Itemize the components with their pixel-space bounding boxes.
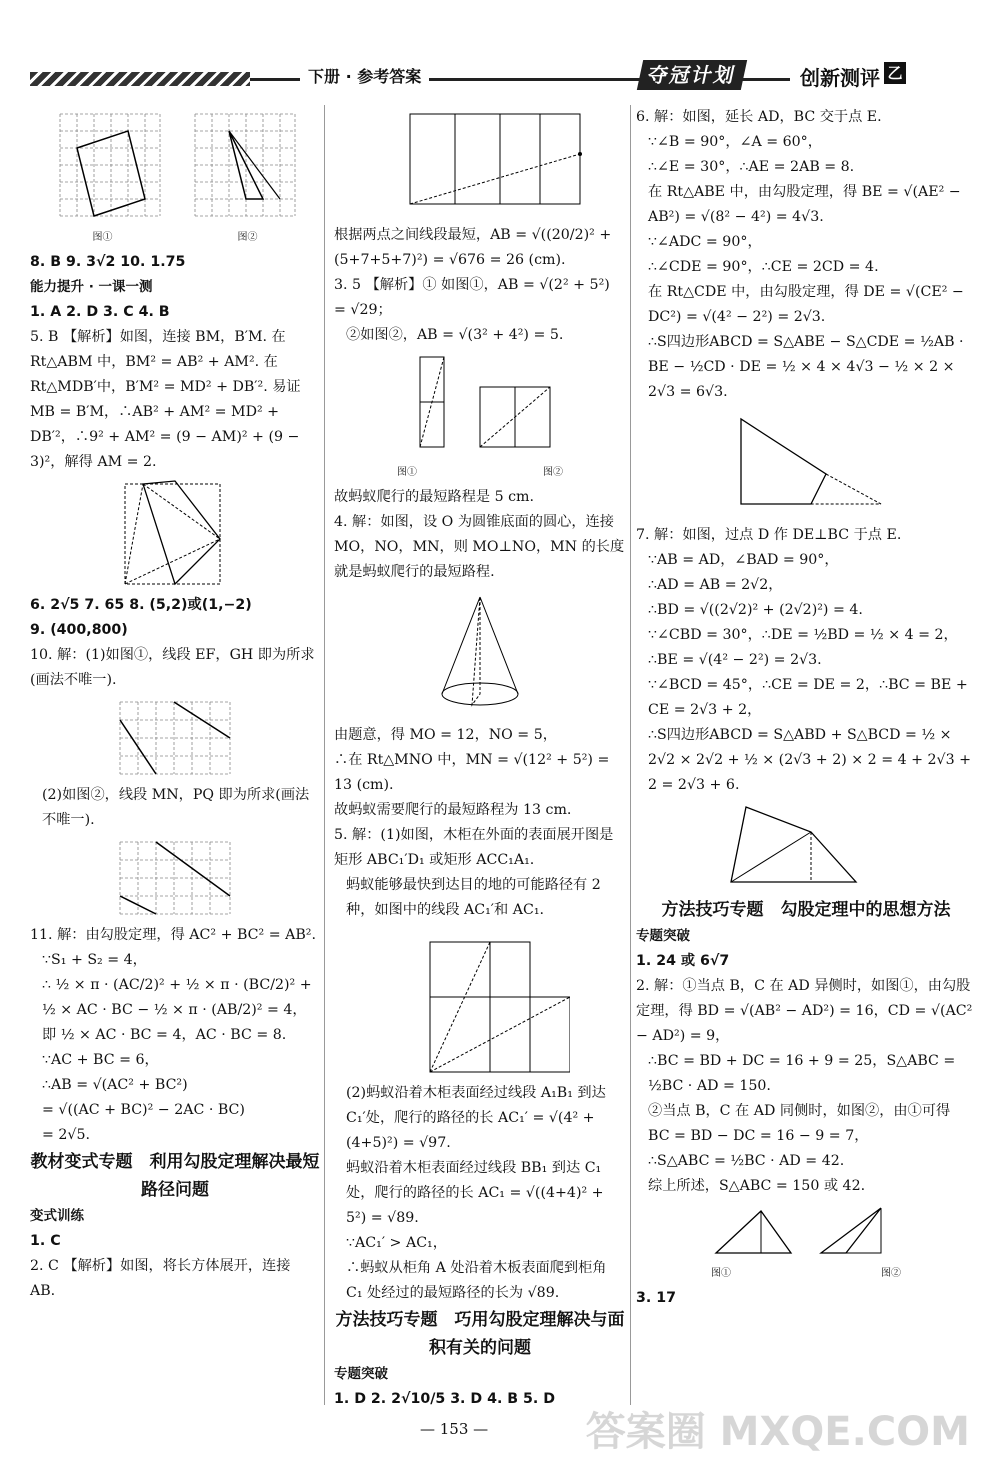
column-divider <box>630 105 631 1405</box>
answer-line: 1. A 2. D 3. C 4. B <box>30 304 170 320</box>
fig-caption: 图② <box>543 467 563 478</box>
answer-text: ∴在 Rt△MNO 中，MN = √(12² + 5²) = 13 (cm). <box>334 752 610 793</box>
answer-text: ∵∠B = 90°，∠A = 60°， <box>648 134 822 150</box>
cone-figure <box>420 589 540 719</box>
answer-text: 5. B 【解析】如图，连接 BM，B′M. 在 Rt△ABM 中，BM² = AB² + AM². 在 Rt△MDB′中，B′M² = MD² + DB′². 易证 MB = B′M，∴AB² + AM² = MD² + DB′²，∴9² + AM² = (9 − AM)² + (9 − 3)²，解得 AM = 2. <box>30 329 301 470</box>
fold-figure <box>105 479 245 589</box>
answer-text: 2. C 【解析】如图，将长方体展开，连接 AB. <box>30 1258 291 1299</box>
grid-figure-1 <box>105 697 245 779</box>
quad-figure-6 <box>716 409 896 519</box>
answer-text: ∴AB = √(AC² + BC²) <box>42 1077 188 1093</box>
answer-text: (2)如图②，线段 MN，PQ 即为所求(画法不唯一). <box>42 787 310 828</box>
brand-subtitle: 创新测评 乙 <box>800 62 906 91</box>
fig-caption: 图① <box>397 467 417 478</box>
answer-text: 综上所述，S△ABC = 150 或 42. <box>648 1178 866 1194</box>
column-3 <box>636 105 976 1311</box>
answer-text: ∵∠BCD = 45°，∴CE = DE = 2，∴BC = BE + CE = 2√3 + 2， <box>648 677 968 718</box>
section-heading: 专题突破 <box>636 928 690 944</box>
column-1 <box>30 105 320 1304</box>
answer-text: ②如图②，AB = √(3² + 4²) = 5. <box>346 327 564 343</box>
answer-text: = 2√5. <box>42 1127 91 1143</box>
grid-figure-2 <box>105 837 245 919</box>
answer-text: 由题意，得 MO = 12，NO = 5， <box>334 727 557 743</box>
box-unfold-figures <box>390 352 570 462</box>
answer-text: 即 ½ × AC · BC = 4，AC · BC = 8. <box>42 1027 287 1043</box>
answer-text: 3. 5 【解析】① 如图①，AB = √(2² + 5²) = √29； <box>334 277 610 318</box>
brand-logo: 夺冠计划 <box>637 60 747 90</box>
answer-text: 10. 解：(1)如图①，线段 EF，GH 即为所求(画法不唯一). <box>30 647 315 688</box>
answer-text: ∴∠CDE = 90°，∴CE = 2CD = 4. <box>648 259 879 275</box>
answer-text: 蚂蚁能够最快到达目的地的可能路径有 2 种，如图中的线段 AC₁′和 AC₁. <box>346 877 601 918</box>
answer-text: 故蚂蚁爬行的最短路程是 5 cm. <box>334 489 535 505</box>
answer-line: 6. 2√5 7. 65 8. (5,2)或(1,−2) <box>30 597 252 613</box>
column-divider <box>324 105 325 1405</box>
answer-line: 1. C <box>30 1233 61 1249</box>
answer-text: ∴S△ABC = ½BC · AD = 42. <box>648 1153 845 1169</box>
topic-heading: 方法技巧专题 勾股定理中的思想方法 <box>661 900 951 920</box>
answer-text: 故蚂蚁需要爬行的最短路程为 13 cm. <box>334 802 572 818</box>
topic-heading: 方法技巧专题 巧用勾股定理解决与面积有关的问题 <box>335 1310 625 1358</box>
answer-text: ∴S四边形ABCD = S△ABE − S△CDE = ½AB · BE − ½CD · DE = ½ × 4 × 4√3 − ½ × 2 × 2√3 = 6√3. <box>648 334 964 400</box>
fig-caption: 图① <box>92 232 113 243</box>
answer-text: ∴AD = AB = 2√2， <box>648 577 783 593</box>
answer-text: ∵∠CBD = 30°，∴DE = ½BD = ½ × 4 = 2，∴BE = √(4² − 2²) = 2√3. <box>648 627 958 668</box>
answer-line: 3. 17 <box>636 1290 676 1306</box>
brand-box: 乙 <box>884 62 906 84</box>
fig-caption: 图① <box>711 1268 731 1279</box>
answer-text: 7. 解：如图，过点 D 作 DE⊥BC 于点 E. <box>636 527 902 543</box>
fig-caption: 图② <box>881 1268 901 1279</box>
answer-text: ∴蚂蚁从柜角 A 处沿着木板表面爬到柜角 C₁ 处经过的最短路径的长为 √89. <box>346 1260 607 1301</box>
answer-text: 4. 解：如图，设 O 为圆锥底面的圆心，连接 MO，NO，MN，则 MO⊥NO，MN 的长度就是蚂蚁爬行的最短路程. <box>334 514 625 580</box>
page-number: — 153 — <box>420 1420 489 1438</box>
answer-line: 8. B 9. 3√2 10. 1.75 <box>30 254 186 270</box>
answer-text: ∵∠ADC = 90°， <box>648 234 762 250</box>
answer-text: ∴ ½ × π · (AC/2)² + ½ × π · (BC/2)² + ½ × AC · BC − ½ × π · (AB/2)² = 4， <box>42 977 312 1018</box>
answer-text: ∵AC₁′ > AC₁， <box>346 1235 447 1251</box>
unfold-rect-figure <box>370 109 590 219</box>
answer-text: 根据两点之间线段最短，AB = √((20/2)² + (5+7+5+7)²) = √676 = 26 (cm). <box>334 227 612 268</box>
quad-figure-7 <box>716 802 896 892</box>
answer-text: = √((AC + BC)² − 2AC · BC) <box>42 1102 245 1118</box>
watermark: 答案圈 MXQE.COM <box>585 1409 970 1455</box>
answer-text: ∵AB = AD，∠BAD = 90°， <box>648 552 839 568</box>
cabinet-unfold-figure <box>390 927 570 1077</box>
fig-caption: 图② <box>237 232 258 243</box>
grid-figures <box>45 109 305 229</box>
topic-heading: 教材变式专题 利用勾股定理解决最短路径问题 <box>30 1152 320 1200</box>
header-stripes <box>30 72 250 86</box>
answer-text: ∵AC + BC = 6， <box>42 1052 159 1068</box>
section-heading: 专题突破 <box>334 1366 388 1382</box>
answer-text: ∴S四边形ABCD = S△ABD + S△BCD = ½ × 2√2 × 2√2 + ½ × (2√3 + 2) × 2 = 4 + 2√3 + 2 = 2√3 + 6. <box>648 727 972 793</box>
triangle-figures <box>706 1203 906 1263</box>
section-heading: 能力提升 · 一课一测 <box>30 279 153 295</box>
header-title: 下册 · 参考答案 <box>300 64 429 87</box>
page-header <box>0 60 1000 104</box>
answer-text: 6. 解：如图，延长 AD，BC 交于点 E. <box>636 109 882 125</box>
answer-text: 2. 解：①当点 B，C 在 AD 异侧时，如图①，由勾股定理，得 BD = √(AB² − AD²) = 16，CD = √(AC² − AD²) = 9， <box>636 978 973 1044</box>
answer-text: 蚂蚁沿着木柜表面经过线段 BB₁ 到达 C₁ 处，爬行的路径的长 AC₁ = √((4+4)² + 5²) = √89. <box>346 1160 604 1226</box>
answer-line: 1. 24 或 6√7 <box>636 953 730 969</box>
answer-line: 9. (400,800) <box>30 622 128 638</box>
section-heading: 变式训练 <box>30 1208 84 1224</box>
answer-text: 5. 解：(1)如图，木柜在外面的表面展开图是矩形 ABC₁′D₁ 或矩形 ACC₁A₁. <box>334 827 614 868</box>
answer-line: 1. D 2. 2√10/5 3. D 4. B 5. D <box>334 1391 556 1407</box>
answer-text: ∴∠E = 30°，∴AE = 2AB = 8. <box>648 159 855 175</box>
answer-text: ∴BD = √((2√2)² + (2√2)²) = 4. <box>648 602 863 618</box>
answer-text: (2)蚂蚁沿着木柜表面经过线段 A₁B₁ 到达 C₁′处，爬行的路径的长 AC₁′ = √(4² + (4+5)²) = √97. <box>346 1085 606 1151</box>
answer-text: ∴BC = BD + DC = 16 + 9 = 25，S△ABC = ½BC · AD = 150. <box>648 1053 956 1094</box>
answer-text: 在 Rt△ABE 中，由勾股定理，得 BE = √(AE² − AB²) = √(8² − 4²) = 4√3. <box>648 184 961 225</box>
column-2 <box>334 105 626 1412</box>
answer-text: 11. 解：由勾股定理，得 AC² + BC² = AB². <box>30 927 316 943</box>
answer-text: ∵S₁ + S₂ = 4， <box>42 952 147 968</box>
answer-text: 在 Rt△CDE 中，由勾股定理，得 DE = √(CE² − DC²) = √(4² − 2²) = 2√3. <box>648 284 964 325</box>
answer-text: ②当点 B，C 在 AD 同侧时，如图②，由①可得 BC = BD − DC = 16 − 9 = 7， <box>648 1103 951 1144</box>
